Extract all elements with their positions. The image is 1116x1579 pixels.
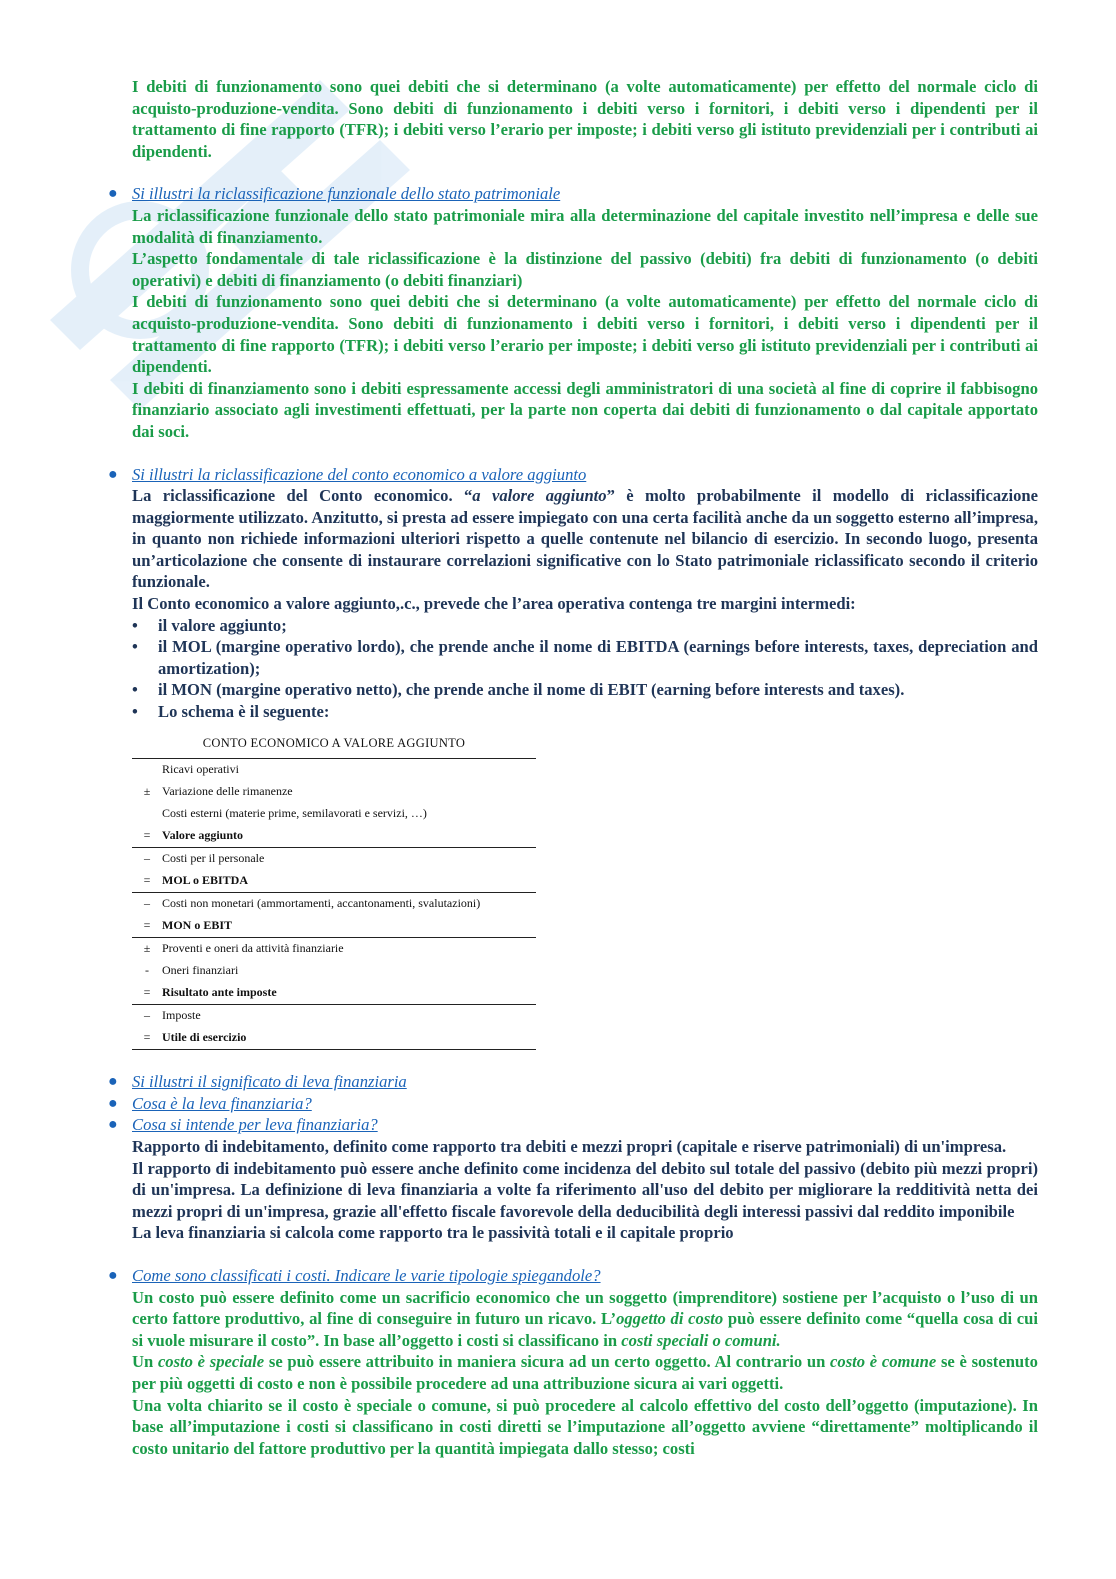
bullet-icon: ● <box>108 185 118 203</box>
text-span: se può essere attribuito in maniera sicura ad un certo oggetto. Al contrario un <box>264 1352 831 1372</box>
italic-text: costi speciali o comuni. <box>621 1330 781 1350</box>
question-item <box>108 1093 1038 1115</box>
list-item <box>132 679 1038 701</box>
conto-economico-table-wrap <box>108 729 1038 1051</box>
list-item <box>132 636 1038 679</box>
answer-paragraph: L’aspetto fondamentale di tale riclassificazione è la distinzione del passivo (debiti) fra debiti di funzionamento (o debiti operativi) e debiti di finanziamento (o debiti finanziari) <box>132 249 1038 290</box>
table-title: CONTO ECONOMICO A VALORE AGGIUNTO <box>132 729 536 760</box>
answer-block <box>108 1136 1038 1244</box>
row-label: Proventi e oneri da attività finanziarie <box>162 941 344 956</box>
answer-block <box>108 205 1038 443</box>
answer-block <box>108 1287 1038 1460</box>
row-label: Risultato ante imposte <box>162 985 277 1000</box>
row-sign: ± <box>143 941 151 956</box>
table-row <box>132 893 536 915</box>
table-row <box>132 960 536 982</box>
row-label: Imposte <box>162 1008 201 1023</box>
list-item-text: il valore aggiunto; <box>158 615 287 635</box>
margin-list <box>108 615 1038 723</box>
answer-paragraph: Rapporto di indebitamento, definito come rapporto tra debiti e mezzi propri (capitale e riserve patrimoniali) di un'impresa. <box>132 1137 1007 1156</box>
text-span: La riclassificazione del Conto economico. “ <box>132 486 473 506</box>
bullet-icon: • <box>132 637 138 657</box>
table-row-total <box>132 825 536 848</box>
conto-economico-table <box>132 729 536 1051</box>
row-sign: = <box>143 873 151 888</box>
table-row <box>132 803 536 825</box>
text-span: se è sostenuto per più oggetti di costo e non è possibile procedere ad una attribuzione sicura ai vari oggetti. <box>132 1352 1038 1393</box>
question-link[interactable]: Si illustri la riclassificazione funzionale dello stato patrimoniale <box>132 184 561 204</box>
question-link[interactable]: Cosa è la leva finanziaria? <box>132 1093 312 1113</box>
bullet-icon: ● <box>108 465 118 483</box>
row-sign: – <box>144 896 150 911</box>
answer-paragraph <box>132 485 1038 593</box>
text-span: ” è molto probabilmente il modello di riclassificazione maggiormente utilizzato. Anzitutto, si presta ad essere impiegato con una certa facilità anche da un soggetto esterno all’impresa, in quanto non richiede informazioni ulteriori rispetto a quelle contenute nel bilancio di esercizio. In secondo luogo, presenta un’articolazione che consente di instaurare correlazioni significative con lo Stato patrimoniale riclassificato secondo il criterio funzionale. <box>132 486 1038 592</box>
row-sign: = <box>143 1030 151 1045</box>
row-sign: – <box>144 1008 150 1023</box>
answer-paragraph <box>132 1351 1038 1394</box>
answer-paragraph: Una volta chiarito se il costo è speciale o comune, si può procedere al calcolo effettivo del costo dell’oggetto (imputazione). In base all’imputazione i costi si classificano in costi diretti se l’imputazione all’oggetto avviene “direttamente” moltiplicando il costo unitario del fattore produttivo per la quantità impiegata dallo stesso; costi <box>132 1395 1038 1458</box>
list-item <box>132 701 1038 723</box>
row-label: MOL o EBITDA <box>162 873 249 888</box>
question-link[interactable]: Si illustri la riclassificazione del conto economico a valore aggiunto <box>132 464 587 484</box>
row-label: Variazione delle rimanenze <box>162 784 293 799</box>
italic-text: a valore aggiunto <box>472 486 607 506</box>
answer-paragraph: La riclassificazione funzionale dello stato patrimoniale mira alla determinazione del capitale investito nell’impresa e delle sue modalità di finanziamento. <box>132 205 1038 247</box>
row-label: Costi per il personale <box>162 851 265 866</box>
row-label: MON o EBIT <box>162 918 233 933</box>
question-item <box>108 1114 1038 1136</box>
table-row <box>132 781 536 803</box>
row-label: Utile di esercizio <box>162 1030 247 1045</box>
bullet-icon: • <box>132 615 138 635</box>
row-label: Oneri finanziari <box>162 963 239 978</box>
answer-paragraph: La leva finanziaria si calcola come rapporto tra le passività totali e il capitale proprio <box>132 1223 734 1243</box>
question-link[interactable]: Si illustri il significato di leva finanziaria <box>132 1072 407 1092</box>
row-sign: ± <box>143 784 151 799</box>
bullet-icon: ● <box>108 1116 118 1134</box>
question-item <box>108 464 1038 486</box>
italic-text: oggetto di costo <box>616 1309 724 1329</box>
table-row-total <box>132 915 536 938</box>
bullet-icon: ● <box>108 1266 118 1284</box>
answer-paragraph: I debiti di funzionamento sono quei debiti che si determinano (a volte automaticamente) per effetto del normale ciclo di acquisto-produzione-vendita. Sono debiti di funzionamento i debiti verso i fornitori, i debiti verso i dipendenti per il trattamento di fine rapporto (TFR); i debiti verso l’erario per imposte; i debiti verso gli istituto previdenziali per i contributi ai dipendenti. <box>132 292 1038 377</box>
question-item <box>108 183 1038 205</box>
table-row <box>132 759 536 781</box>
question-link[interactable]: Come sono classificati i costi. Indicare le varie tipologie spiegandole? <box>132 1265 601 1285</box>
answer-paragraph: Il Conto economico a valore aggiunto,.c., prevede che l’area operativa contenga tre margini intermedi: <box>132 594 856 614</box>
table-row <box>132 1005 536 1027</box>
row-label: Ricavi operativi <box>162 762 239 777</box>
text-span: Un <box>132 1352 158 1372</box>
bullet-icon: • <box>132 680 138 700</box>
table-row-total <box>132 870 536 893</box>
answer-paragraph: I debiti di finanziamento sono i debiti espressamente accessi degli amministratori di una società al fine di coprire il fabbisogno finanziario associato agli investimenti effettuati, per la parte non coperta dai debiti di funzionamento o dal capitale apportato dai soci. <box>132 378 1038 441</box>
row-sign: - <box>145 963 149 978</box>
bullet-icon: ● <box>108 1094 118 1112</box>
answer-paragraph: Il rapporto di indebitamento può essere anche definito come incidenza del debito sul totale del passivo (debito più mezzi propri) di un'impresa. La definizione di leva finanziaria a volte fa riferimento all'uso del debito per migliorare la redditività netta dei mezzi propri di un'impresa, grazie all'effetto fiscale favorevole della deducibilità degli interessi passivi dal reddito imponibile <box>132 1158 1038 1221</box>
row-sign: – <box>144 851 150 866</box>
question-item <box>108 1071 1038 1093</box>
table-row-total <box>132 1027 536 1050</box>
row-label: Valore aggiunto <box>162 828 244 843</box>
row-sign: = <box>143 985 151 1000</box>
row-sign: = <box>143 918 151 933</box>
table-row <box>132 848 536 870</box>
document-body <box>108 76 1038 1459</box>
list-item-text: il MOL (margine operativo lordo), che prende anche il nome di EBITDA (earnings before interests, taxes, depreciation and amortization); <box>158 637 1038 678</box>
list-item-text: il MON (margine operativo netto), che prende anche il nome di EBIT (earning before interests and taxes). <box>158 680 905 700</box>
row-label: Costi esterni (materie prime, semilavorati e servizi, …) <box>162 806 427 821</box>
intro-paragraph: I debiti di funzionamento sono quei debiti che si determinano (a volte automaticamente) per effetto del normale ciclo di acquisto-produzione-vendita. Sono debiti di funzionamento i debiti verso i fornitori, i debiti verso i dipendenti per il trattamento di fine rapporto (TFR); i debiti verso l’erario per imposte; i debiti verso gli istituto previdenziali per i contributi ai dipendenti. <box>132 77 1038 161</box>
answer-block <box>108 485 1038 615</box>
row-label: Costi non monetari (ammortamenti, accantonamenti, svalutazioni) <box>162 896 481 911</box>
italic-text: costo è speciale <box>157 1352 265 1372</box>
bullet-icon: • <box>132 702 138 722</box>
text-span: Un costo può essere definito come un sacrificio economico che un soggetto (imprenditore) sostiene per l’acquisto o l’uso di un certo fattore produttivo, al fine di conseguire in futuro un ricavo. L’ <box>132 1287 1038 1329</box>
table-row <box>132 938 536 960</box>
bullet-icon: ● <box>108 1073 118 1091</box>
list-item <box>132 615 1038 637</box>
row-sign: = <box>143 828 151 843</box>
table-row-total <box>132 982 536 1005</box>
answer-paragraph <box>132 1287 1038 1352</box>
question-link[interactable]: Cosa si intende per leva finanziaria? <box>132 1115 378 1135</box>
list-item-text: Lo schema è il seguente: <box>158 702 330 722</box>
text-span: può essere definito come “quella cosa di cui si vuole misurare il costo”. In base all’oggetto i costi si classificano in <box>132 1309 1038 1350</box>
question-item <box>108 1265 1038 1287</box>
italic-text: costo è comune <box>830 1352 937 1372</box>
